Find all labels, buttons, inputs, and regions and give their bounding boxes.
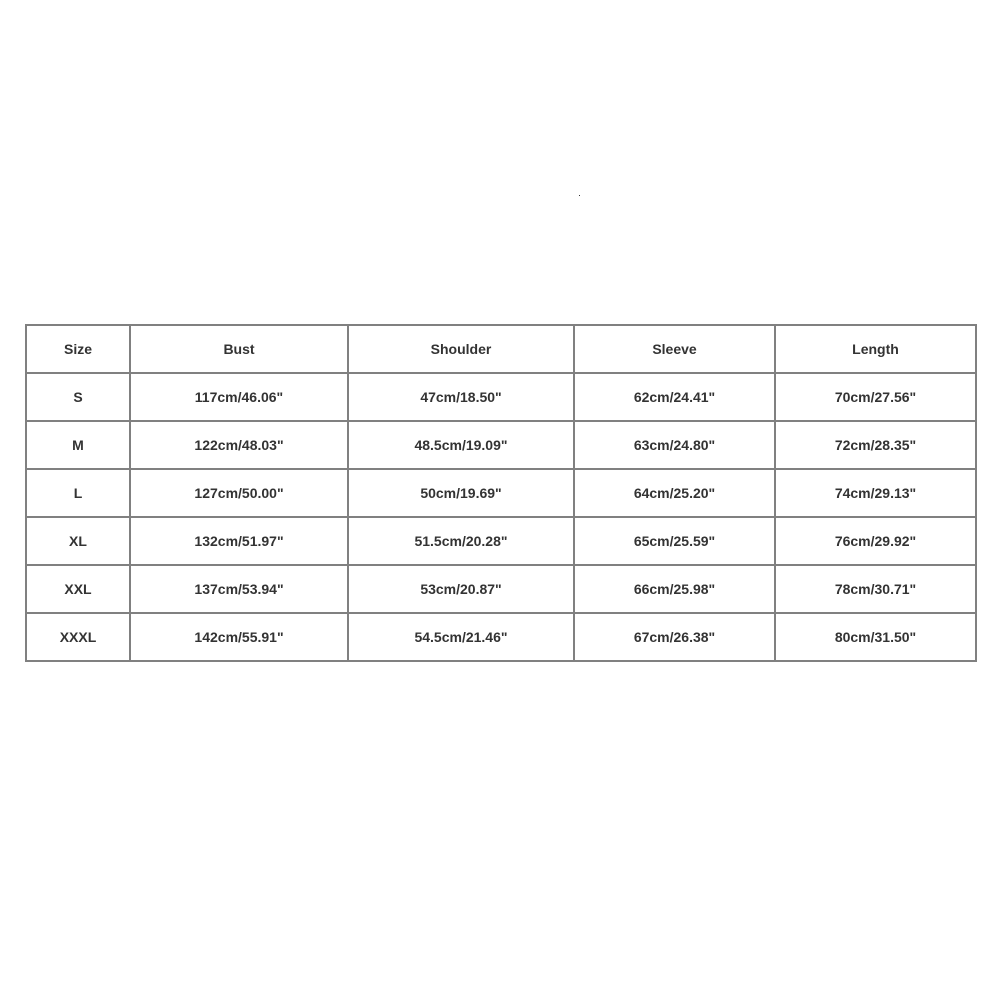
cell-shoulder: 53cm/20.87" <box>348 565 574 613</box>
cell-length: 80cm/31.50" <box>775 613 976 661</box>
cell-shoulder: 47cm/18.50" <box>348 373 574 421</box>
header-shoulder: Shoulder <box>348 325 574 373</box>
cell-shoulder: 54.5cm/21.46" <box>348 613 574 661</box>
cell-sleeve: 64cm/25.20" <box>574 469 775 517</box>
cell-size: XL <box>26 517 130 565</box>
header-size: Size <box>26 325 130 373</box>
cell-length: 78cm/30.71" <box>775 565 976 613</box>
cell-sleeve: 67cm/26.38" <box>574 613 775 661</box>
cell-sleeve: 66cm/25.98" <box>574 565 775 613</box>
cell-shoulder: 48.5cm/19.09" <box>348 421 574 469</box>
cell-bust: 122cm/48.03" <box>130 421 348 469</box>
cell-shoulder: 50cm/19.69" <box>348 469 574 517</box>
size-chart-table <box>25 324 977 662</box>
table-row <box>26 421 976 469</box>
cell-length: 70cm/27.56" <box>775 373 976 421</box>
cell-size: XXL <box>26 565 130 613</box>
cell-size: XXXL <box>26 613 130 661</box>
cell-sleeve: 63cm/24.80" <box>574 421 775 469</box>
stray-dot <box>579 195 580 196</box>
cell-size: L <box>26 469 130 517</box>
cell-length: 74cm/29.13" <box>775 469 976 517</box>
cell-length: 72cm/28.35" <box>775 421 976 469</box>
header-row <box>26 325 976 373</box>
header-sleeve: Sleeve <box>574 325 775 373</box>
cell-bust: 137cm/53.94" <box>130 565 348 613</box>
cell-bust: 132cm/51.97" <box>130 517 348 565</box>
table-row <box>26 613 976 661</box>
cell-bust: 127cm/50.00" <box>130 469 348 517</box>
cell-shoulder: 51.5cm/20.28" <box>348 517 574 565</box>
cell-size: S <box>26 373 130 421</box>
table-row <box>26 517 976 565</box>
cell-sleeve: 65cm/25.59" <box>574 517 775 565</box>
table-row <box>26 565 976 613</box>
table-row <box>26 469 976 517</box>
table-row <box>26 373 976 421</box>
cell-size: M <box>26 421 130 469</box>
header-length: Length <box>775 325 976 373</box>
cell-bust: 142cm/55.91" <box>130 613 348 661</box>
cell-sleeve: 62cm/24.41" <box>574 373 775 421</box>
header-bust: Bust <box>130 325 348 373</box>
cell-length: 76cm/29.92" <box>775 517 976 565</box>
cell-bust: 117cm/46.06" <box>130 373 348 421</box>
